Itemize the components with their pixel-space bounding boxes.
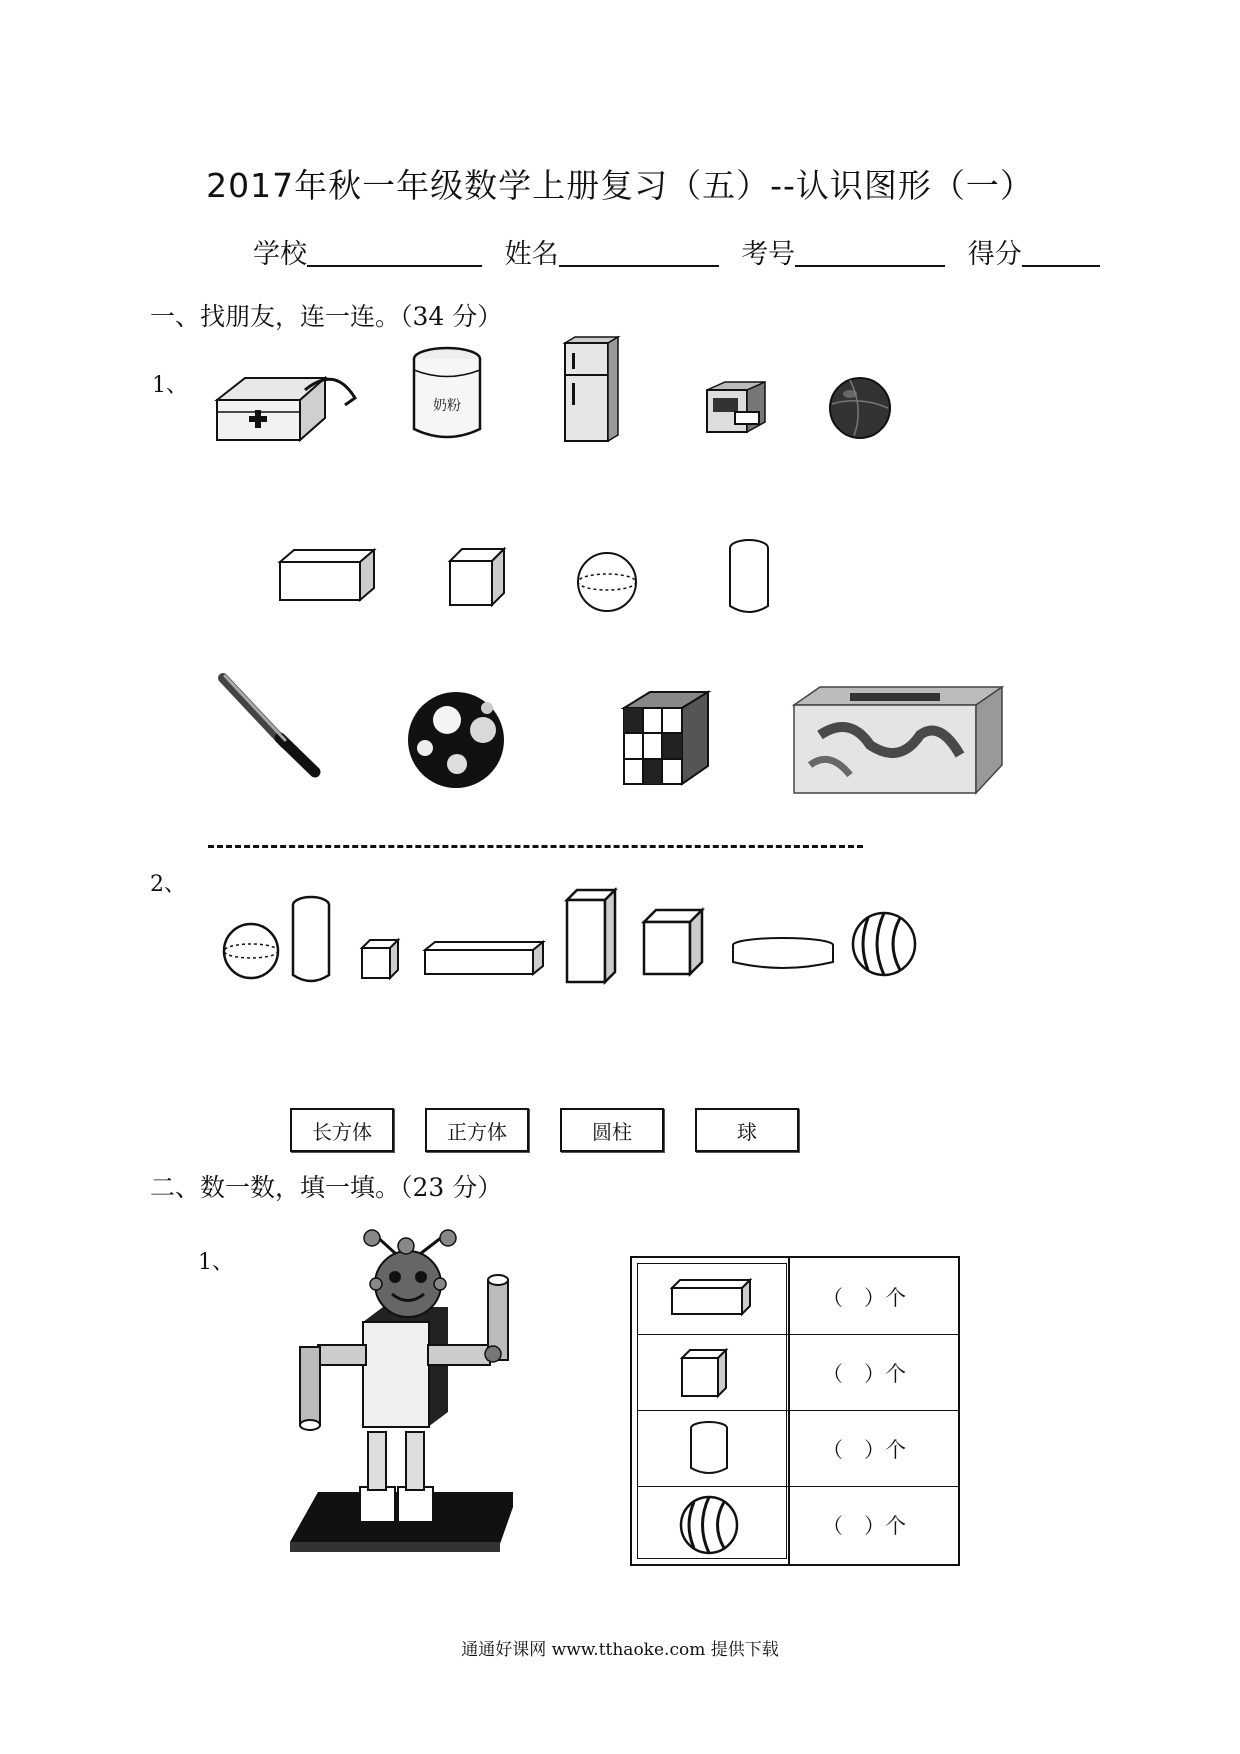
school-field[interactable] bbox=[307, 241, 482, 267]
baseball-bat-image bbox=[215, 672, 325, 777]
section-divider bbox=[208, 845, 863, 848]
ball-icon bbox=[678, 1494, 740, 1556]
label-ball[interactable]: 球 bbox=[695, 1108, 799, 1152]
section2-heading: 二、数一数，填一填。（23 分） bbox=[150, 1173, 503, 1202]
rubiks-cube-image bbox=[620, 688, 712, 788]
name-field[interactable] bbox=[559, 241, 719, 267]
exam-number-label: 考号 bbox=[741, 239, 796, 270]
milk-can-label: 奶粉 bbox=[433, 398, 461, 414]
section1-heading: 一、找朋友，连一连。（34 分） bbox=[150, 302, 503, 331]
label-cuboid[interactable]: 长方体 bbox=[290, 1108, 394, 1152]
tall-cuboid-icon bbox=[565, 888, 617, 984]
striped-ball-icon bbox=[850, 910, 918, 978]
tissue-box-image bbox=[790, 685, 1005, 795]
label-cylinder[interactable]: 圆柱 bbox=[560, 1108, 664, 1152]
cube-icon bbox=[680, 1348, 728, 1398]
cylinder-icon bbox=[688, 1420, 730, 1478]
tall-cylinder-icon bbox=[290, 895, 332, 987]
school-label: 学校 bbox=[253, 239, 307, 270]
sphere-shape-icon bbox=[576, 551, 638, 613]
column-divider bbox=[788, 1258, 790, 1564]
q1-number: 1、 bbox=[152, 373, 188, 398]
page-title: 2017年秋一年级数学上册复习（五）--认识图形（一） bbox=[206, 166, 1034, 205]
exam-number-field[interactable] bbox=[795, 241, 945, 267]
section2-q1-number: 1、 bbox=[198, 1250, 234, 1275]
answer-cuboid[interactable]: （ ）个 bbox=[822, 1286, 906, 1310]
cube-icon bbox=[642, 908, 704, 976]
name-label: 姓名 bbox=[504, 239, 559, 270]
first-aid-box-image bbox=[205, 360, 365, 445]
cuboid-icon bbox=[670, 1278, 752, 1318]
sphere-icon bbox=[222, 922, 280, 980]
cuboid-shape-icon bbox=[278, 548, 378, 603]
milk-powder-can-image bbox=[410, 345, 485, 445]
small-cube-icon bbox=[360, 938, 400, 980]
answer-cube[interactable]: （ ）个 bbox=[822, 1362, 906, 1386]
score-field[interactable] bbox=[1022, 241, 1100, 267]
cylinder-shape-icon bbox=[727, 538, 771, 618]
flat-cylinder-icon bbox=[730, 936, 836, 972]
soccer-ball-image bbox=[405, 690, 507, 790]
cube-shape-icon bbox=[448, 547, 508, 609]
basketball-image bbox=[828, 376, 892, 440]
answer-cylinder[interactable]: （ ）个 bbox=[822, 1438, 906, 1462]
student-info-bar bbox=[253, 232, 1114, 271]
robot-image bbox=[288, 1232, 538, 1557]
small-box-image bbox=[705, 380, 767, 435]
refrigerator-image bbox=[560, 335, 620, 443]
page-footer: 通通好课网 www.tthaoke.com 提供下载 bbox=[461, 1640, 779, 1660]
label-cube[interactable]: 正方体 bbox=[425, 1108, 529, 1152]
counting-table bbox=[630, 1256, 960, 1566]
score-label: 得分 bbox=[967, 239, 1022, 270]
q2-number: 2、 bbox=[150, 872, 186, 897]
flat-cuboid-icon bbox=[423, 940, 545, 976]
answer-ball[interactable]: （ ）个 bbox=[822, 1514, 906, 1538]
